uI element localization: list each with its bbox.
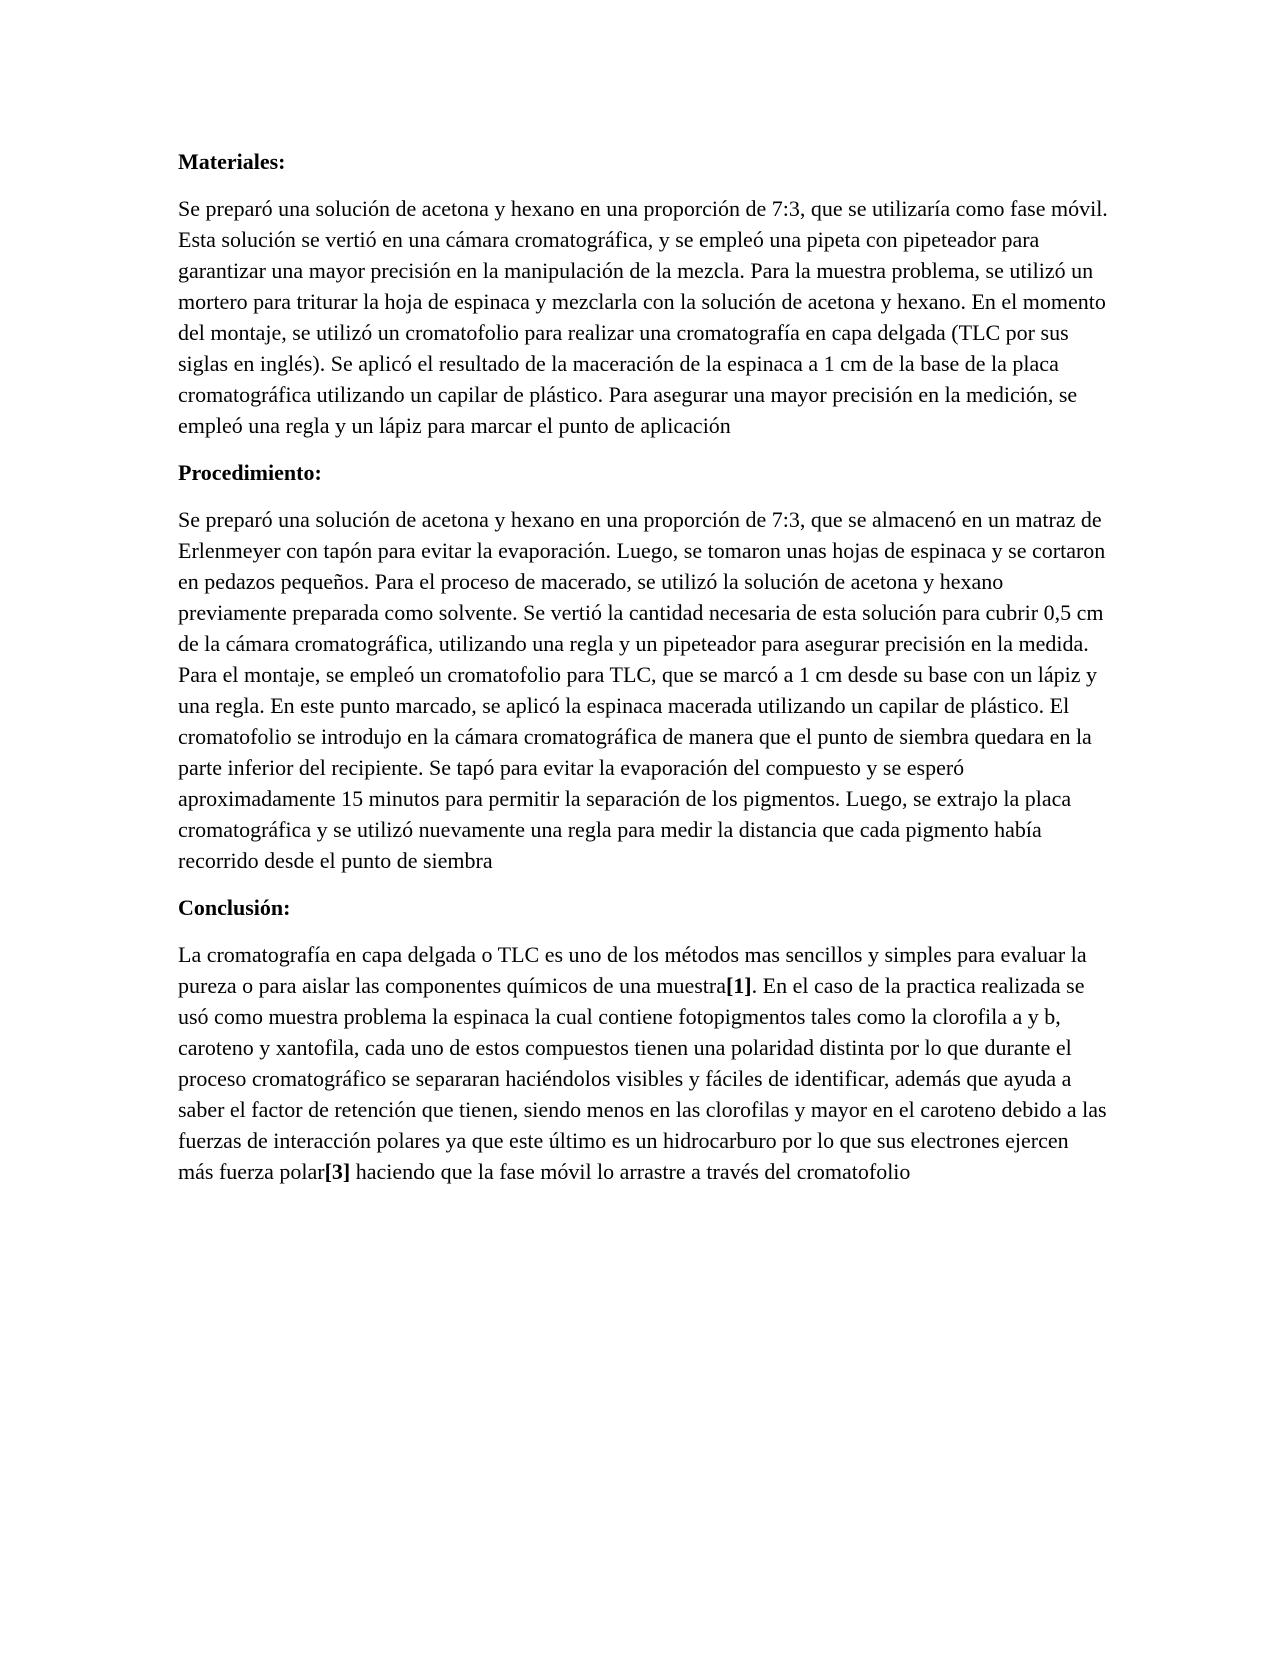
section-heading-procedimiento: Procedimiento:: [178, 460, 322, 485]
section-body-procedimiento: Se preparó una solución de acetona y hexano en una proporción de 7:3, que se almacenó en un matraz de Erlenmeyer con tapón para evitar la evaporación. Luego, se tomaron unas hojas de espinaca y se cortaron en pedazos pequeños. Para el proceso de macerado, se utilizó la solución de acetona y hexano previamente preparada como solvente. Se vertió la cantidad necesaria de esta solución para cubrir 0,5 cm de la cámara cromatográfica, utilizando una regla y un pipeteador para asegurar precisión en la medida. Para el montaje, se empleó un cromatofolio para TLC, que se marcó a 1 cm desde su base con un lápiz y una regla. En este punto marcado, se aplicó la espinaca macerada utilizando un capilar de plástico. El cromatofolio se introdujo en la cámara cromatográfica de manera que el punto de siembra quedara en la parte inferior del recipiente. Se tapó para evitar la evaporación del compuesto y se esperó aproximadamente 15 minutos para permitir la separación de los pigmentos. Luego, se extrajo la placa cromatográfica y se utilizó nuevamente una regla para medir la distancia que cada pigmento había recorrido desde el punto de siembra: [178, 507, 1106, 873]
conclusion-text-part-2: . En el caso de la practica realizada se usó como muestra problema la espinaca la cual contiene fotopigmentos tales como la clorofila a y b, caroteno y xantofila, cada uno de estos compuestos tienen una polaridad distinta por lo que durante el proceso cromatográfico se separaran haciéndolos visibles y fáciles de identificar, además que ayuda a saber el factor de retención que tienen, siendo menos en las clorofilas y mayor en el caroteno debido a las fuerzas de interacción polares ya que este último es un hidrocarburo por lo que sus electrones ejercen más fuerza polar: [178, 973, 1107, 1184]
section-heading-conclusion: Conclusión:: [178, 895, 291, 920]
section-body-conclusion: [178, 939, 1108, 1187]
section-body-materiales: Se preparó una solución de acetona y hexano en una proporción de 7:3, que se utilizaría como fase móvil. Esta solución se vertió en una cámara cromatográfica, y se empleó una pipeta con pipeteador para garantizar una mayor precisión en la manipulación de la mezcla. Para la muestra problema, se utilizó un mortero para triturar la hoja de espinaca y mezclarla con la solución de acetona y hexano. En el momento del montaje, se utilizó un cromatofolio para realizar una cromatografía en capa delgada (TLC por sus siglas en inglés). Se aplicó el resultado de la maceración de la espinaca a 1 cm de la base de la placa cromatográfica utilizando un capilar de plástico. Para asegurar una mayor precisión en la medición, se empleó una regla y un lápiz para marcar el punto de aplicación: [178, 196, 1108, 438]
citation-1: [1]: [725, 973, 752, 998]
conclusion-text-part-1: La cromatografía en capa delgada o TLC es uno de los métodos mas sencillos y simples para evaluar la pureza o para aislar las componentes químicos de una muestra: [178, 942, 1087, 998]
citation-3: [3]: [324, 1159, 351, 1184]
section-heading-materiales: Materiales:: [178, 149, 286, 174]
conclusion-text-part-3: haciendo que la fase móvil lo arrastre a través del cromatofolio: [350, 1159, 911, 1184]
document-page: [178, 146, 1108, 1203]
